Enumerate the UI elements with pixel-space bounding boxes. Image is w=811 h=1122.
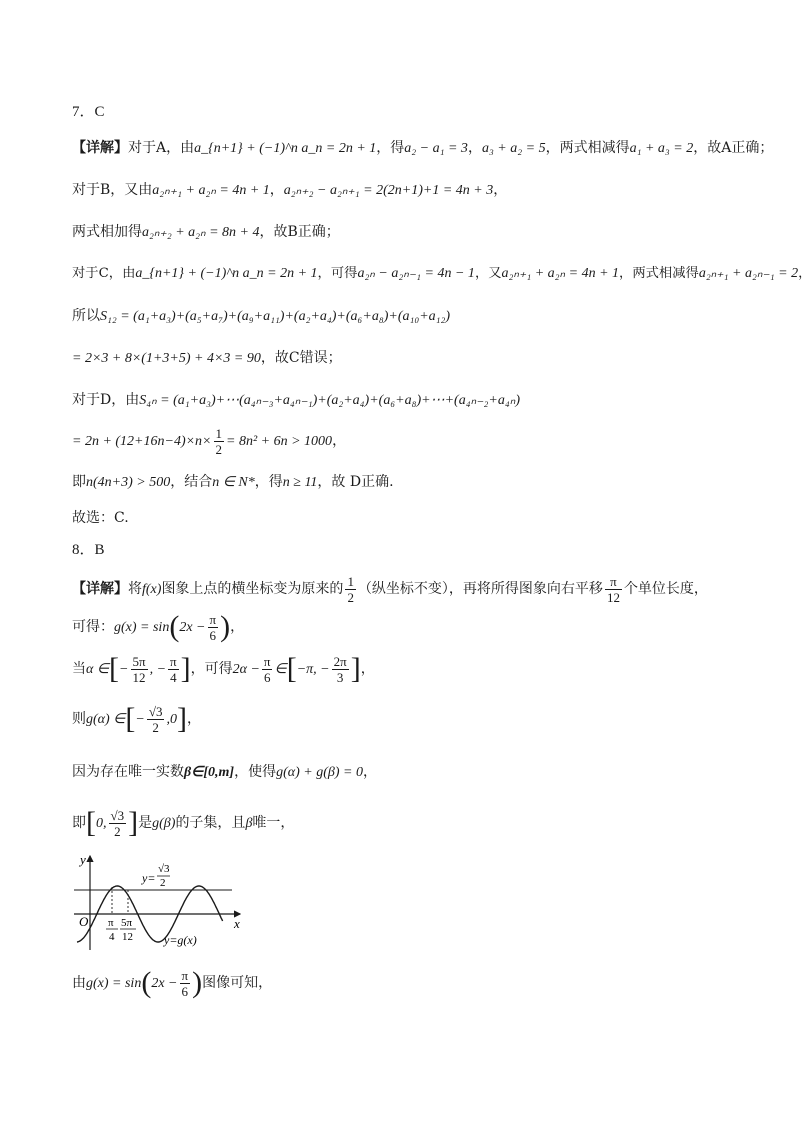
equation: a₃ + a₂ = 5	[481, 141, 546, 156]
numerator: 2π	[333, 653, 347, 669]
text: 可得：	[72, 619, 114, 635]
hline-frac-den: 2	[160, 877, 166, 889]
detail-tag: 【详解】	[72, 581, 128, 597]
equation: ,0	[166, 712, 177, 727]
text: ，	[230, 619, 245, 635]
bracket: ]	[350, 652, 361, 685]
numerator: 5π	[132, 653, 146, 669]
equation: 0,	[96, 816, 107, 831]
bracket: [	[286, 652, 297, 685]
equation: g(β)	[152, 816, 176, 831]
equation: a₂ₙ₊₁ + a₂ₙ = 4n + 1	[501, 266, 620, 281]
equation: a₁ + a₃ = 2	[629, 141, 694, 156]
text: 唯一，	[252, 815, 295, 831]
text: ，使得	[234, 764, 277, 780]
q7-line-c	[72, 264, 811, 284]
bracket: ]	[176, 702, 187, 735]
bracket: ]	[180, 652, 191, 685]
fraction	[168, 654, 179, 685]
equation: n(4n+3) > 500	[86, 475, 171, 490]
equation: = 8n² + 6n > 1000	[226, 434, 333, 449]
text: 因为存在唯一实数	[72, 764, 184, 780]
tick2-den: 12	[122, 931, 133, 943]
numerator: 1	[215, 425, 223, 441]
fraction	[180, 968, 191, 999]
hline-label: y=	[142, 871, 156, 885]
denominator: 6	[181, 983, 189, 999]
q7-line-d3	[72, 472, 394, 493]
denominator: 6	[263, 669, 271, 685]
comma-minus: , −	[149, 662, 167, 677]
q7-line-d	[72, 390, 520, 411]
denominator: 2	[152, 719, 159, 735]
q8-line-1	[72, 572, 708, 607]
text: （纵坐标不变），再将所得图象向右平移	[357, 581, 603, 597]
equation: a₂ₙ₊₁ + a₂ₙ₋₁ = 2	[698, 266, 799, 281]
fraction	[262, 654, 273, 685]
tick2-num: 5π	[121, 917, 133, 929]
text: ，	[362, 764, 377, 780]
denominator: 12	[132, 669, 146, 685]
q7-line-c3	[72, 348, 342, 369]
hline-frac-num: √3	[158, 863, 170, 875]
equation: = 2n + (12+16n−4)×n×	[72, 434, 212, 449]
fraction	[147, 704, 165, 735]
q7-line-b	[72, 180, 507, 201]
text: ，	[493, 182, 508, 198]
q8-line-7	[72, 966, 272, 1001]
q8-line-4	[72, 702, 201, 737]
bracket: [	[125, 702, 136, 735]
equation: α ∈	[86, 662, 110, 677]
text: ，结合	[170, 474, 213, 490]
numerator: √3	[148, 703, 163, 719]
text: 对于A，由	[128, 140, 195, 156]
denominator: 6	[209, 627, 217, 643]
equation: a_{n+1} + (−1)^n a_n = 2n + 1	[135, 266, 318, 281]
text: 对于C，由	[72, 266, 136, 281]
equation: β∈[0,m]	[184, 765, 235, 780]
text: ，	[798, 266, 811, 281]
equation: −π, −	[296, 662, 330, 677]
numerator: π	[170, 653, 177, 669]
equation: a₂ₙ₊₂ − a₂ₙ₊₁ = 2(2n+1)+1 = 4n + 3	[283, 183, 494, 198]
paren: )	[192, 966, 203, 999]
numerator: π	[605, 574, 622, 590]
curve-label: y=g(x)	[164, 933, 197, 947]
equation: g(x) = sin	[114, 620, 170, 635]
equation: β	[245, 816, 253, 831]
text: ，得	[376, 140, 405, 156]
numerator: 1	[347, 573, 354, 589]
numerator: π	[181, 967, 189, 983]
q7-line-b2	[72, 222, 340, 243]
numerator: √3	[110, 807, 125, 823]
text: ，	[360, 661, 375, 677]
paren: )	[220, 610, 231, 643]
minus: −	[135, 712, 145, 727]
text: 即	[72, 815, 86, 831]
text: ，	[186, 711, 201, 727]
bracket: ]	[128, 806, 139, 839]
equation: a₂ₙ₊₁ + a₂ₙ = 4n + 1	[152, 183, 270, 198]
equation: S₄ₙ = (a₁+a₃)+⋯(a₄ₙ₋₃+a₄ₙ₋₁)+(a₂+a₄)+(a₆+a₈)+⋯+(a₄ₙ₋₂+a₄ₙ)	[139, 393, 520, 408]
fraction	[214, 426, 225, 457]
equation: g(α) ∈	[86, 712, 126, 727]
equation: a₂ − a₁ = 3	[404, 141, 468, 156]
text: ，故 D正确.	[317, 474, 394, 490]
denominator: 2	[215, 441, 223, 457]
denominator: 3	[336, 669, 344, 685]
fraction	[109, 808, 127, 839]
text: ，	[269, 182, 284, 198]
text: ，故B正确；	[259, 224, 340, 240]
q8-line-5	[72, 762, 377, 783]
text: 图像可知，	[202, 975, 273, 991]
equation: f(x)	[142, 582, 162, 597]
equation: g(α) + g(β) = 0	[276, 765, 363, 780]
q8-line-3	[72, 652, 375, 687]
text: 是	[138, 815, 153, 831]
text: 图象上点的横坐标变为原来的	[161, 581, 344, 597]
text: ，两式相减得	[619, 266, 699, 281]
text: ，故A正确；	[693, 140, 774, 156]
text: 即	[72, 474, 86, 490]
text: ，可得	[317, 266, 358, 281]
numerator: π	[209, 611, 217, 627]
paren: (	[141, 966, 152, 999]
text: 个单位长度，	[623, 581, 708, 597]
q7-answer: 7．C	[72, 104, 105, 120]
x-axis-label: x	[234, 916, 240, 931]
fraction	[208, 612, 219, 643]
bracket: [	[109, 652, 120, 685]
text: 当	[72, 661, 86, 677]
q7-line-a	[72, 138, 773, 159]
sine-graph	[70, 852, 250, 952]
equation: ∈	[274, 662, 287, 677]
text: 由	[72, 975, 86, 991]
denominator: 4	[170, 669, 177, 685]
text: ，又	[474, 266, 502, 281]
q7-line-c2	[72, 306, 450, 327]
text: ，两式相减得	[545, 140, 630, 156]
text: 对于D，由	[72, 392, 140, 408]
text: ，故C错误；	[260, 350, 342, 366]
q8-answer: 8．B	[72, 542, 105, 558]
q8-line-2	[72, 610, 244, 645]
equation: 2α −	[232, 662, 260, 677]
equation: 2x −	[179, 620, 206, 635]
origin-label: O	[79, 914, 89, 929]
denominator: 2	[114, 823, 121, 839]
bracket: [	[86, 806, 96, 839]
equation: a₂ₙ₊₂ + a₂ₙ = 8n + 4	[142, 225, 260, 240]
detail-tag: 【详解】	[72, 140, 128, 156]
q8-line-6	[72, 806, 294, 841]
paren: (	[169, 610, 180, 643]
text: 的子集，且	[175, 815, 246, 831]
text: ，可得	[190, 661, 233, 677]
fraction	[131, 654, 148, 685]
minus: −	[119, 662, 129, 677]
equation: n ∈ N*	[212, 475, 255, 490]
y-axis-label: y	[80, 852, 86, 867]
fraction	[605, 574, 622, 605]
equation: n ≥ 11	[282, 475, 318, 490]
text: 对于B，又由	[72, 182, 153, 198]
text: 将	[128, 581, 142, 597]
numerator: π	[263, 653, 271, 669]
text: 则	[72, 711, 86, 727]
equation: S₁₂ = (a₁+a₃)+(a₅+a₇)+(a₉+a₁₁)+(a₂+a₄)+(a₆+a₈)+(a₁₀+a₁₂)	[100, 309, 451, 324]
tick1-den: 4	[109, 931, 115, 943]
equation: g(x) = sin	[86, 976, 142, 991]
denominator: 2	[347, 589, 354, 605]
text: 两式相加得	[72, 224, 142, 240]
tick1-num: π	[108, 917, 114, 929]
equation: a₂ₙ − a₂ₙ₋₁ = 4n − 1	[357, 266, 475, 281]
text: ，得	[254, 474, 283, 490]
text: ，	[332, 433, 347, 449]
text: 所以	[72, 308, 100, 324]
denominator: 12	[606, 589, 620, 605]
q7-choice: 故选：C.	[72, 510, 129, 526]
equation: a_{n+1} + (−1)^n a_n = 2n + 1	[194, 141, 377, 156]
equation: = 2×3 + 8×(1+3+5) + 4×3 = 90	[72, 351, 261, 366]
q7-line-d2	[72, 424, 346, 459]
equation: 2x −	[151, 976, 178, 991]
text: ，	[467, 140, 482, 156]
fraction	[345, 574, 356, 605]
fraction	[332, 654, 349, 685]
